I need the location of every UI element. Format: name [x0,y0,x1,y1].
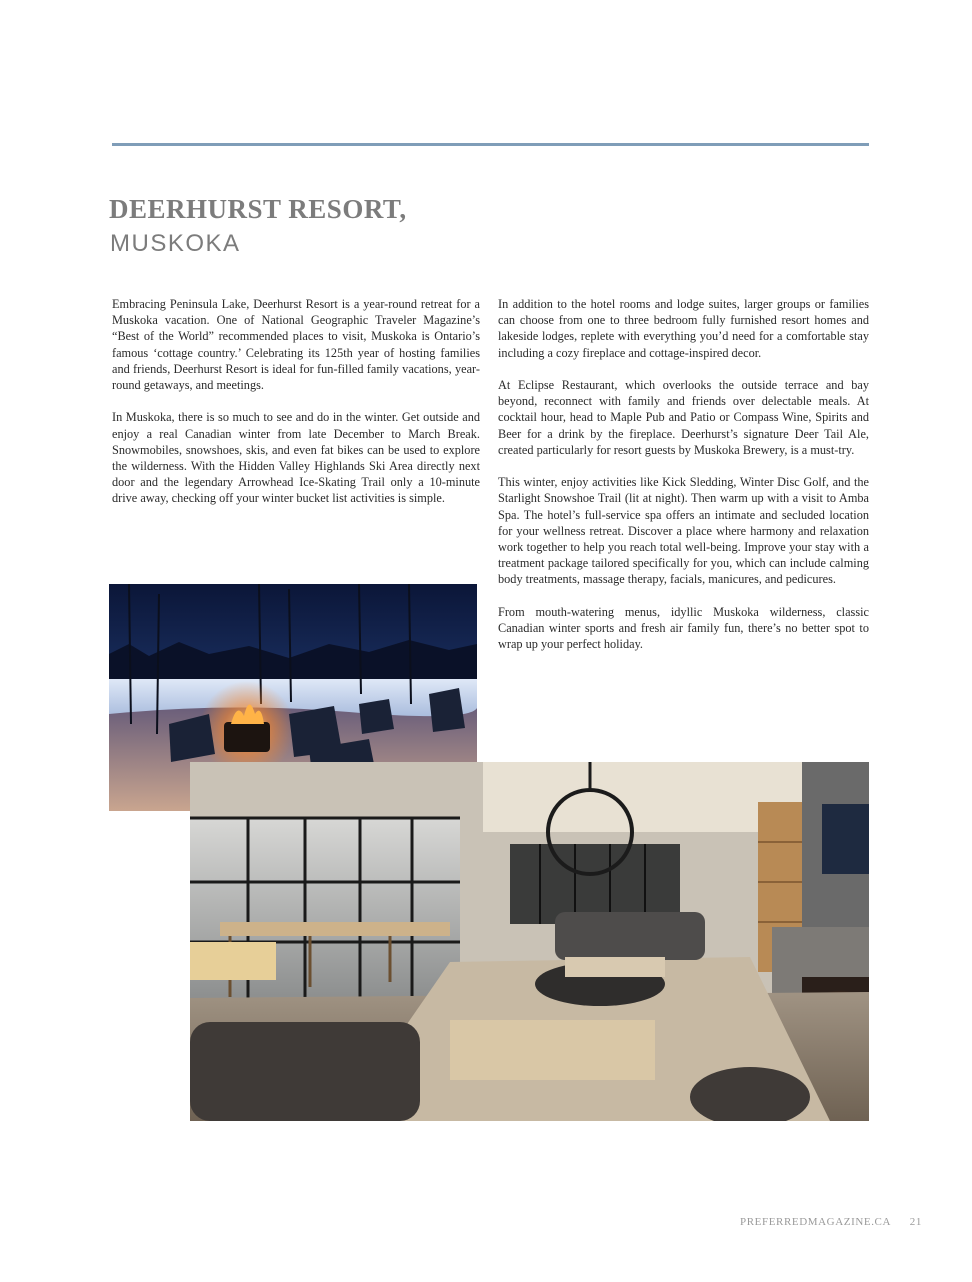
lodge-interior-photo [190,762,869,1121]
header-rule [112,143,869,146]
footer-site: PREFERREDMAGAZINE.CA [740,1216,891,1228]
paragraph: From mouth-watering menus, idyllic Muskoka wilderness, classic Canadian winter sports and fresh air family fun, there’s no better spot to wrap up your perfect holiday. [498,604,869,652]
paragraph: Embracing Peninsula Lake, Deerhurst Resort is a year-round retreat for a Muskoka vacation. One of National Geographic Traveler Magazine’s “Best of the World” recommended places to visit, Muskoka is Ontario’s famous ‘cottage country.’ Celebrating its 125th year of hosting families and friends, Deerhurst Resort is ideal for fun-filled family vacations, year-round getaways, and meetings. [112,297,480,393]
article-subtitle: MUSKOKA [110,230,241,257]
paragraph: In Muskoka, there is so much to see and do in the winter. Get outside and enjoy a real Canadian winter from late December to March Break. Snowmobiles, snowshoes, skis, and even fat bikes can be used to explore the wilderness. With the Hidden Valley Highlands Ski Area directly next door and the legendary Arrowhead Ice-Skating Trail only a 10-minute drive away, checking off your winter bucket list activities is simple. [112,410,480,506]
article-title: DEERHURST RESORT, [109,194,407,224]
paragraph: In addition to the hotel rooms and lodge suites, larger groups or families can choose from one to three bedroom fully furnished resort homes and lakeside lodges, replete with everything you’d need for a comfortable stay including a cozy fireplace and cottage-inspired decor. [498,297,869,360]
right-column [498,296,869,669]
paragraph: At Eclipse Restaurant, which overlooks the outside terrace and bay beyond, reconnect with family and friends over delectable meals. At cocktail hour, head to Maple Pub and Patio or Compass Wine, Spirits and Beer for a drink by the fireplace. Deerhurst’s signature Deer Tail Ale, created particularly for resort guests by Muskoka Brewery, is a must-try. [498,378,869,457]
page-number: 21 [909,1216,922,1228]
page-footer [724,1216,922,1228]
paragraph: This winter, enjoy activities like Kick Sledding, Winter Disc Golf, and the Starlight Snowshoe Trail (lit at night). Then warm up with a visit to Amba Spa. The hotel’s full-service spa offers an intimate and secluded location for your wellness retreat. Discover a place where harmony and relaxation work together to help you reach total well-being. Improve your stay with a treatment package tailored specifically for you, which can include calming body treatments, massage therapy, facials, manicures, and pedicures. [498,475,869,587]
left-column [112,296,480,523]
